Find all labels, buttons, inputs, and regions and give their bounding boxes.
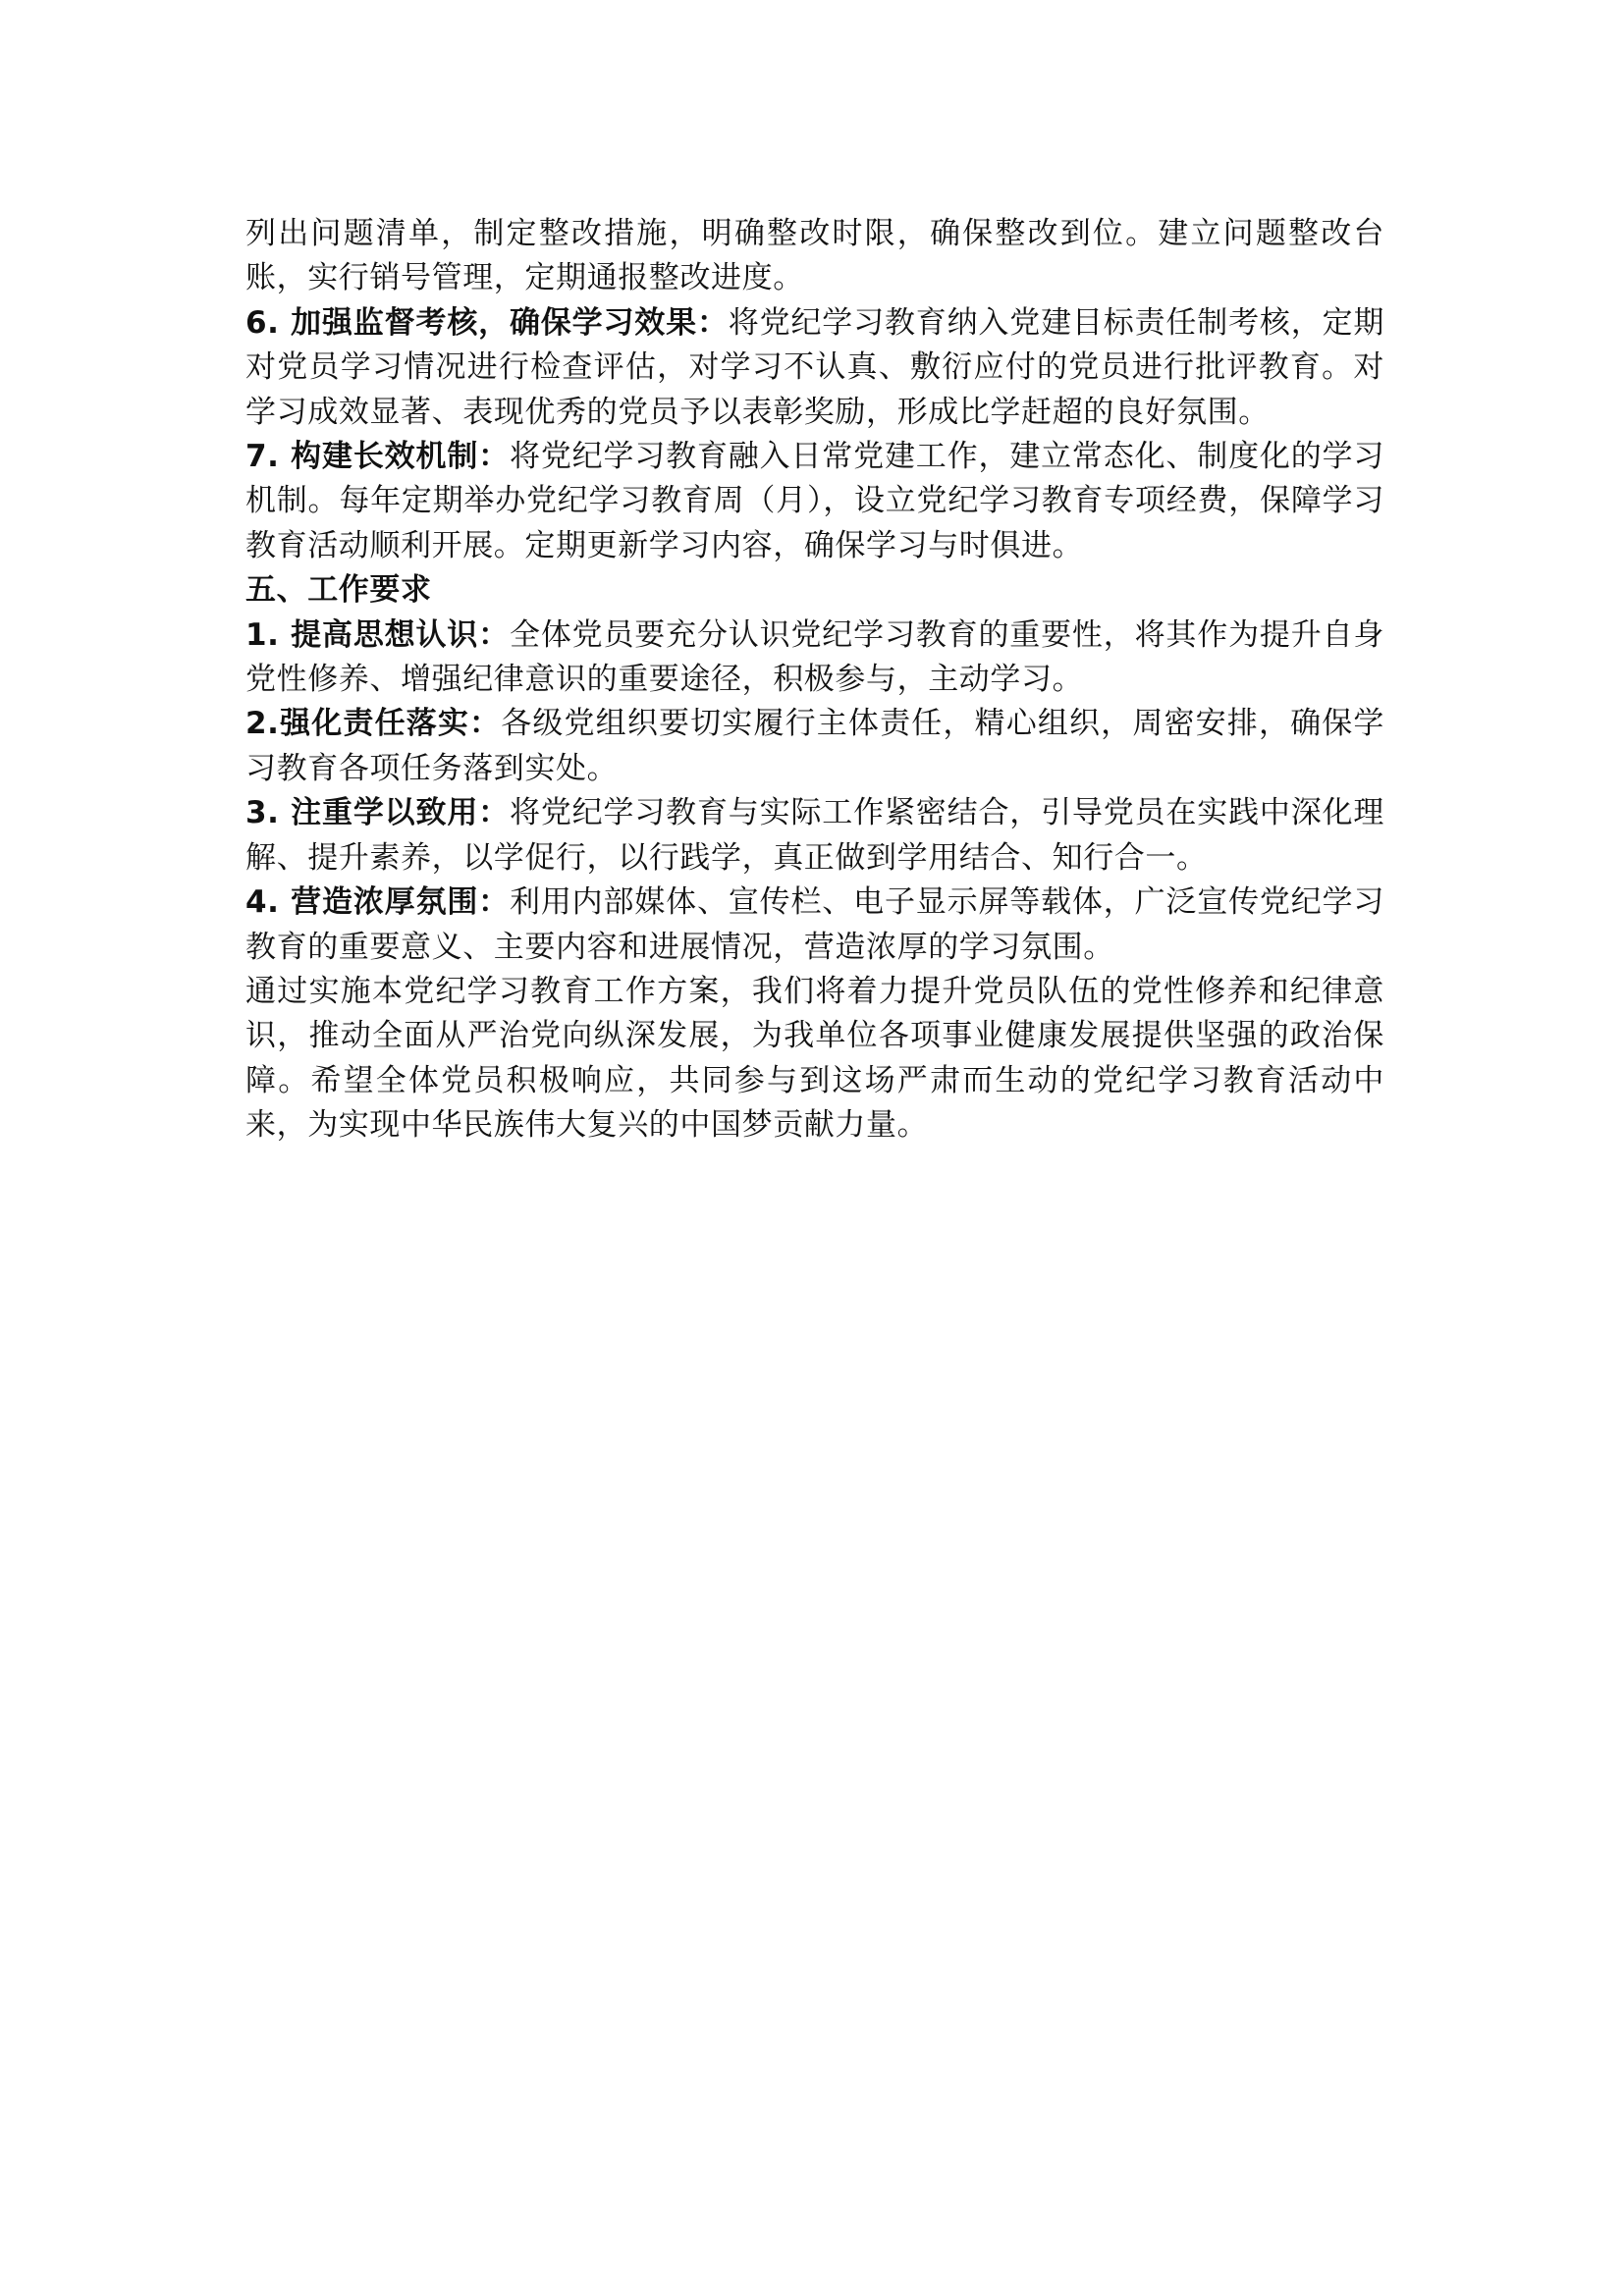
requirement-text: 利用内部媒体、宣传栏、电子显示屏等载体，广泛宣传党纪学习教育的重要意义、主要内容和进展情况，营造浓厚的学习氛围。	[245, 884, 1385, 965]
requirement-item	[245, 791, 1384, 881]
requirement-item	[245, 614, 1384, 703]
paragraph-text: 将党纪学习教育纳入党建目标责任制考核，定期对党员学习情况进行检查评估，对学习不认真、敷衍应付的党员进行批评教育。对学习成效显著、表现优秀的党员予以表彰奖励，形成比学赶超的良好氛围。	[245, 304, 1384, 430]
requirement-item	[245, 881, 1384, 970]
requirement-lead: 3. 注重学以致用：	[245, 795, 510, 831]
requirement-lead: 2.强化责任落实：	[245, 706, 502, 742]
paragraph-text: 将党纪学习教育融入日常党建工作，建立常态化、制度化的学习机制。每年定期举办党纪学习教育周（月），设立党纪学习教育专项经费，保障学习教育活动顺利开展。定期更新学习内容，确保学习与时俱进。	[245, 439, 1385, 563]
requirement-text: 各级党组织要切实履行主体责任，精心组织，周密安排，确保学习教育各项任务落到实处。	[245, 706, 1385, 786]
paragraph-lead: 7. 构建长效机制：	[245, 439, 510, 475]
paragraph-rectification-continued	[245, 212, 1384, 301]
requirement-lead: 1. 提高思想认识：	[245, 616, 510, 653]
requirement-text: 全体党员要充分认识党纪学习教育的重要性，将其作为提升自身党性修养、增强纪律意识的重要途径，积极参与，主动学习。	[245, 616, 1385, 698]
paragraph-long-term-mechanism	[245, 435, 1384, 568]
requirement-text: 将党纪学习教育与实际工作紧密结合，引导党员在实践中深化理解、提升素养，以学促行，以行践学，真正做到学用结合、知行合一。	[245, 795, 1385, 876]
paragraph-supervision	[245, 301, 1384, 435]
requirement-item	[245, 702, 1384, 791]
conclusion-paragraph: 通过实施本党纪学习教育工作方案，我们将着力提升党员队伍的党性修养和纪律意识，推动全面从严治党向纵深发展，为我单位各项事业健康发展提供坚强的政治保障。希望全体党员积极响应，共同参与到这场严肃而生动的党纪学习教育活动中来，为实现中华民族伟大复兴的中国梦贡献力量。	[245, 973, 1384, 1144]
document-body	[245, 212, 1384, 1148]
requirement-lead: 4. 营造浓厚氛围：	[245, 884, 510, 921]
section-heading: 五、工作要求	[245, 572, 432, 609]
paragraph-text: 列出问题清单，制定整改措施，明确整改时限，确保整改到位。建立问题整改台账，实行销号管理，定期通报整改进度。	[245, 216, 1384, 296]
paragraph-lead: 6. 加强监督考核，确保学习效果：	[245, 304, 729, 341]
